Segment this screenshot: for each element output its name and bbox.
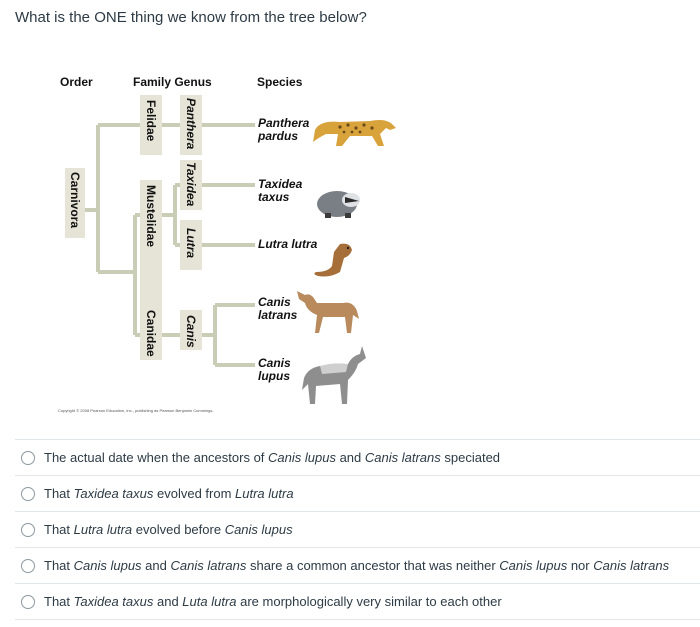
species-header: Species [257,75,303,89]
genus-label-lutra: Lutra [184,228,198,258]
question-text: What is the ONE thing we know from the tree below? [15,9,367,26]
species-taxidea-taxus: Taxidea taxus [258,177,303,204]
species-lutra-lutra: Lutra lutra [258,237,318,251]
answer-option-3[interactable] [15,511,700,547]
answer-option-5-text: That Taxidea taxus and Luta lutra are morphologically very similar to each other [44,594,502,609]
radio-button[interactable] [21,595,35,609]
radio-button[interactable] [21,559,35,573]
answer-option-1-text: The actual date when the ancestors of Canis lupus and Canis latrans speciated [44,450,501,465]
radio-button[interactable] [21,523,35,537]
order-header: Order [60,75,93,89]
answer-options [15,439,700,620]
copyright-note: Copyright © 2008 Pearson Education, Inc., publishing as Pearson Benjamin Cummings. [58,408,214,413]
radio-button[interactable] [21,487,35,501]
species-canis-lupus: Canis lupus [258,356,291,383]
otter-image [310,238,360,280]
answer-option-5[interactable] [15,583,700,620]
genus-label-panthera: Panthera [184,98,198,150]
order-label-carnivora: Carnivora [68,172,82,229]
answer-option-2[interactable] [15,475,700,511]
answer-option-2-text: That Taxidea taxus evolved from Lutra lutra [44,486,294,501]
answer-option-3-text: That Lutra lutra evolved before Canis lupus [44,522,293,537]
phylogenetic-tree-figure [0,60,430,430]
family-genus-header: Family Genus [133,75,212,89]
answer-option-4-text: That Canis lupus and Canis latrans share a common ancestor that was neither Canis lupus nor Canis latrans [44,558,670,573]
wolf-image [300,342,370,406]
family-label-mustelidae: Mustelidae [144,185,158,248]
leopard-image [310,112,400,152]
family-label-felidae: Felidae [144,100,158,142]
species-canis-latrans: Canis latrans [258,295,298,322]
genus-label-canis: Canis [184,315,198,348]
genus-label-taxidea: Taxidea [184,162,198,207]
answer-option-4[interactable] [15,547,700,583]
badger-image [315,185,365,219]
coyote-image [293,285,361,335]
species-panthera-pardus: Panthera pardus [258,116,310,143]
family-label-canidae: Canidae [144,310,158,357]
answer-option-1[interactable] [15,439,700,475]
radio-button[interactable] [21,451,35,465]
